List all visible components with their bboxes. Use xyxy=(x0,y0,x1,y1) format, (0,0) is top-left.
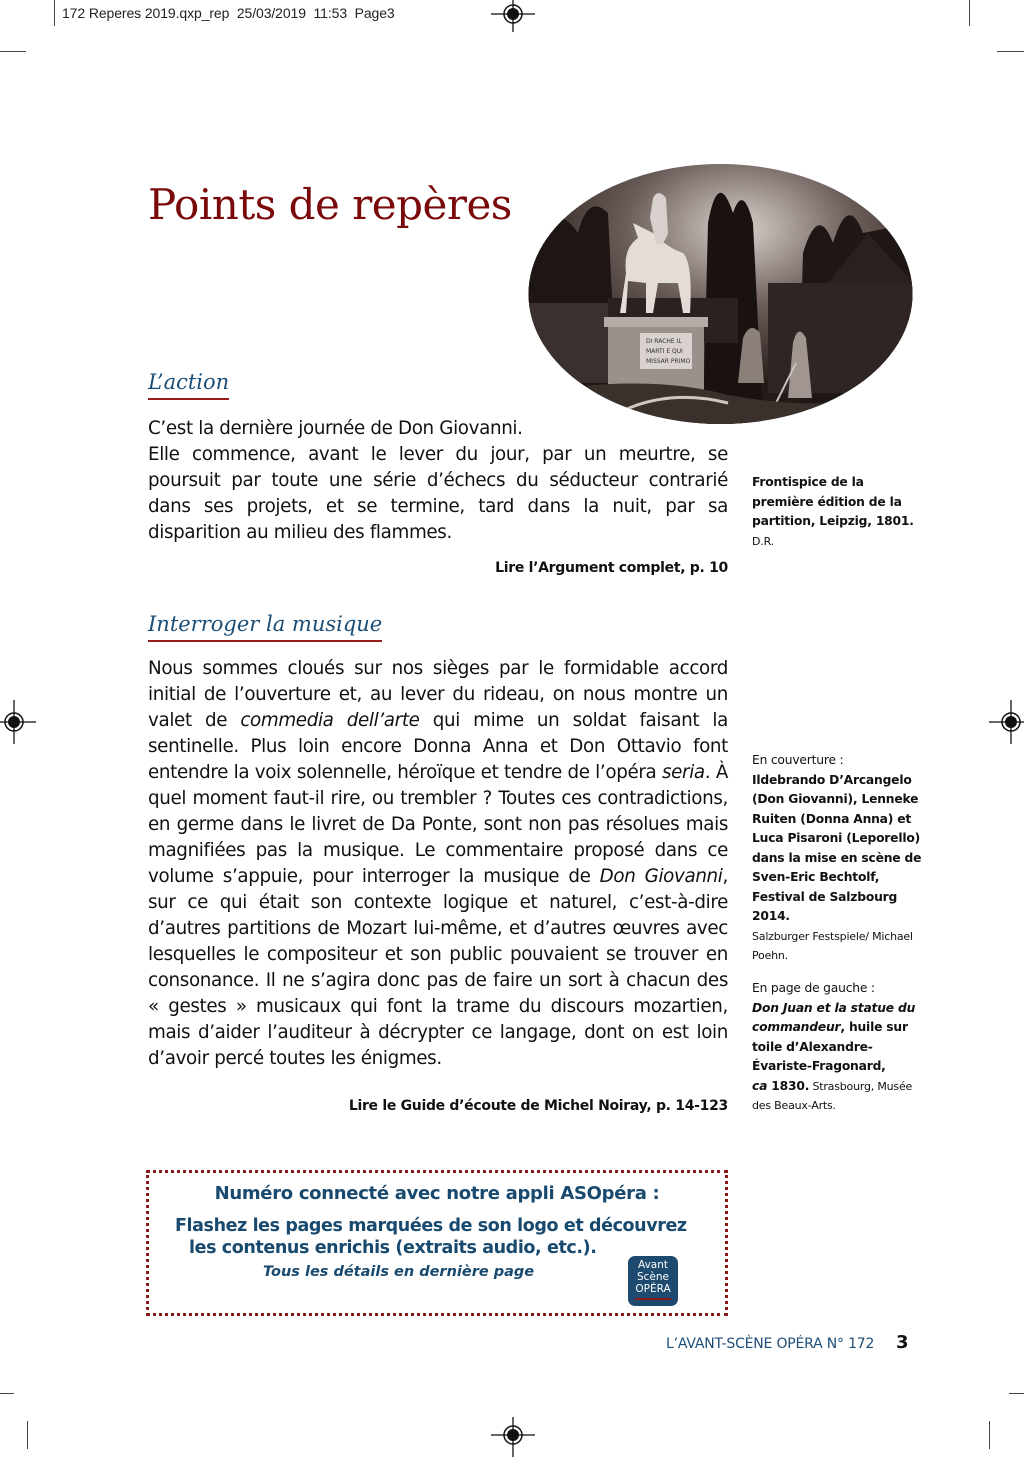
caption-cover-text: Ildebrando D’Arcangelo (Don Giovanni), Lenneke Ruiten (Donna Anna) et Luca Pisaroni (Leporello) dans la mise en scène de Sven-Eric Bechtolf, Festival de Salzbourg 2014. xyxy=(752,772,922,923)
text-run: Nous sommes cloués sur nos sièges par le formidable accord initial de l’ouverture et, au lever du rideau, on nous montre un valet de xyxy=(148,658,728,731)
caption-frontispiece-credit: D.R. xyxy=(752,534,774,548)
registration-mark-icon xyxy=(0,700,36,744)
page-number: 3 xyxy=(896,1332,909,1353)
caption-cover xyxy=(752,751,922,966)
crop-mark xyxy=(27,1421,28,1449)
logo-underline xyxy=(635,1298,671,1300)
inscription-line: MARTI E QUI xyxy=(646,348,683,355)
caption-cover-credit: Salzburger Festspiele/ Michael Poehn. xyxy=(752,929,913,962)
caption-cover-intro: En couverture : xyxy=(752,753,844,767)
section-musique-heading-wrap xyxy=(148,612,382,642)
app-promo-line3: les contenus enrichis (extraits audio, etc.). xyxy=(189,1238,597,1258)
crop-mark xyxy=(0,1393,14,1394)
section-action-heading-wrap xyxy=(148,370,229,400)
italic-run: Don Giovanni xyxy=(599,866,723,887)
caption-left-title: Don Juan et la statue du commandeur xyxy=(752,1000,916,1034)
caption-left-ca: ca xyxy=(752,1078,768,1093)
caption-left-year: 1830. xyxy=(767,1078,810,1093)
app-promo-title xyxy=(149,1183,725,1204)
caption-left-page xyxy=(752,979,922,1116)
italic-run: seria xyxy=(661,762,705,783)
caption-frontispiece-text: Frontispice de la première édition de la partition, Leipzig, 1801. xyxy=(752,475,914,528)
app-promo-line4: Tous les détails en dernière page xyxy=(263,1264,535,1280)
action-para: Elle commence, avant le lever du jour, par un meurtre, se poursuit par toute une série d’échecs du séducteur contrarié dans ses projets, et se termine, tard dans la nuit, par sa disparition au milieu des flammes. xyxy=(148,444,728,543)
musique-para xyxy=(148,656,728,1072)
registration-mark-icon xyxy=(989,700,1024,744)
section-musique-body xyxy=(148,656,728,1072)
section-heading-musique: Interroger la musique xyxy=(148,612,382,642)
app-promo-colon: : xyxy=(646,1183,660,1204)
crop-mark xyxy=(54,0,55,26)
asopera-logo-icon[interactable] xyxy=(628,1256,678,1306)
crop-mark xyxy=(969,0,970,26)
caption-left-desc: , huile sur toile d’Alexandre-Évariste-Fragonard, xyxy=(752,1020,908,1073)
text-run: , sur ce qui était son contexte logique et naturel, c’est-à-dire d’autres partitions de Mozart lui-même, et d’autres œuvres avec lesquelles le compositeur et son public pouvaient se trouver en consonance. Il ne s’agira donc pas de faire un sort à chacun des « gestes » musicaux qui font la trame du discours mozartien, mais d’aider l’auditeur à décrypter ce langage, dont on est loin d’avoir percé toutes les énigmes. xyxy=(148,866,728,1069)
logo-text: Avant xyxy=(638,1259,668,1271)
crop-mark xyxy=(989,1421,990,1449)
page-title: Points de repères xyxy=(148,180,512,229)
frontispiece-illustration xyxy=(528,163,913,425)
reference-argument: Lire l’Argument complet, p. 10 xyxy=(495,560,728,576)
registration-mark-icon xyxy=(491,1413,535,1457)
section-action-body xyxy=(148,416,728,546)
italic-run: commedia dell’arte xyxy=(240,710,420,731)
inscription-line: DI RACHE IL xyxy=(646,338,682,345)
crop-mark xyxy=(997,51,1024,52)
app-promo-title-text: Numéro connecté avec notre appli xyxy=(214,1183,561,1204)
footer-publication: L’AVANT-SCÈNE OPÉRA N° 172 xyxy=(666,1336,875,1352)
registration-mark-icon xyxy=(491,0,535,36)
app-promo-line2: Flashez les pages marquées de son logo et découvrez xyxy=(175,1216,687,1236)
print-slug: 172 Reperes 2019.qxp_rep 25/03/2019 11:53 Page3 xyxy=(62,5,395,21)
app-name: ASOpéra xyxy=(560,1183,647,1204)
caption-left-location: Strasbourg, Musée des Beaux-Arts. xyxy=(752,1079,913,1112)
crop-mark xyxy=(0,51,26,52)
caption-frontispiece xyxy=(752,473,922,551)
section-heading-action: L’action xyxy=(148,370,229,400)
text-run: . À quel moment faut-il rire, ou trembler ? Toutes ces contradictions, en germe dans le livret de Da Ponte, sont non pas résolues mais magnifiées pas la musique. Le commentaire proposé dans ce volume s’appuie, pour interroger la musique de xyxy=(148,762,728,887)
reference-guide-ecoute: Lire le Guide d’écoute de Michel Noiray, p. 14-123 xyxy=(348,1098,728,1114)
caption-left-intro: En page de gauche : xyxy=(752,981,875,995)
action-para-line1: C’est la dernière journée de Don Giovanni. xyxy=(148,418,523,439)
crop-mark xyxy=(1009,1393,1024,1394)
inscription-line: MISSAR PRIMO xyxy=(646,358,691,365)
logo-text: Scène xyxy=(636,1271,669,1283)
text-run: qui mime un soldat faisant la sentinelle. Plus loin encore Donna Anna et Don Ottavio font entendre la voix solennelle, héroïque et tendre de l’opéra xyxy=(148,710,729,783)
logo-text: OPÉRA xyxy=(635,1283,671,1295)
